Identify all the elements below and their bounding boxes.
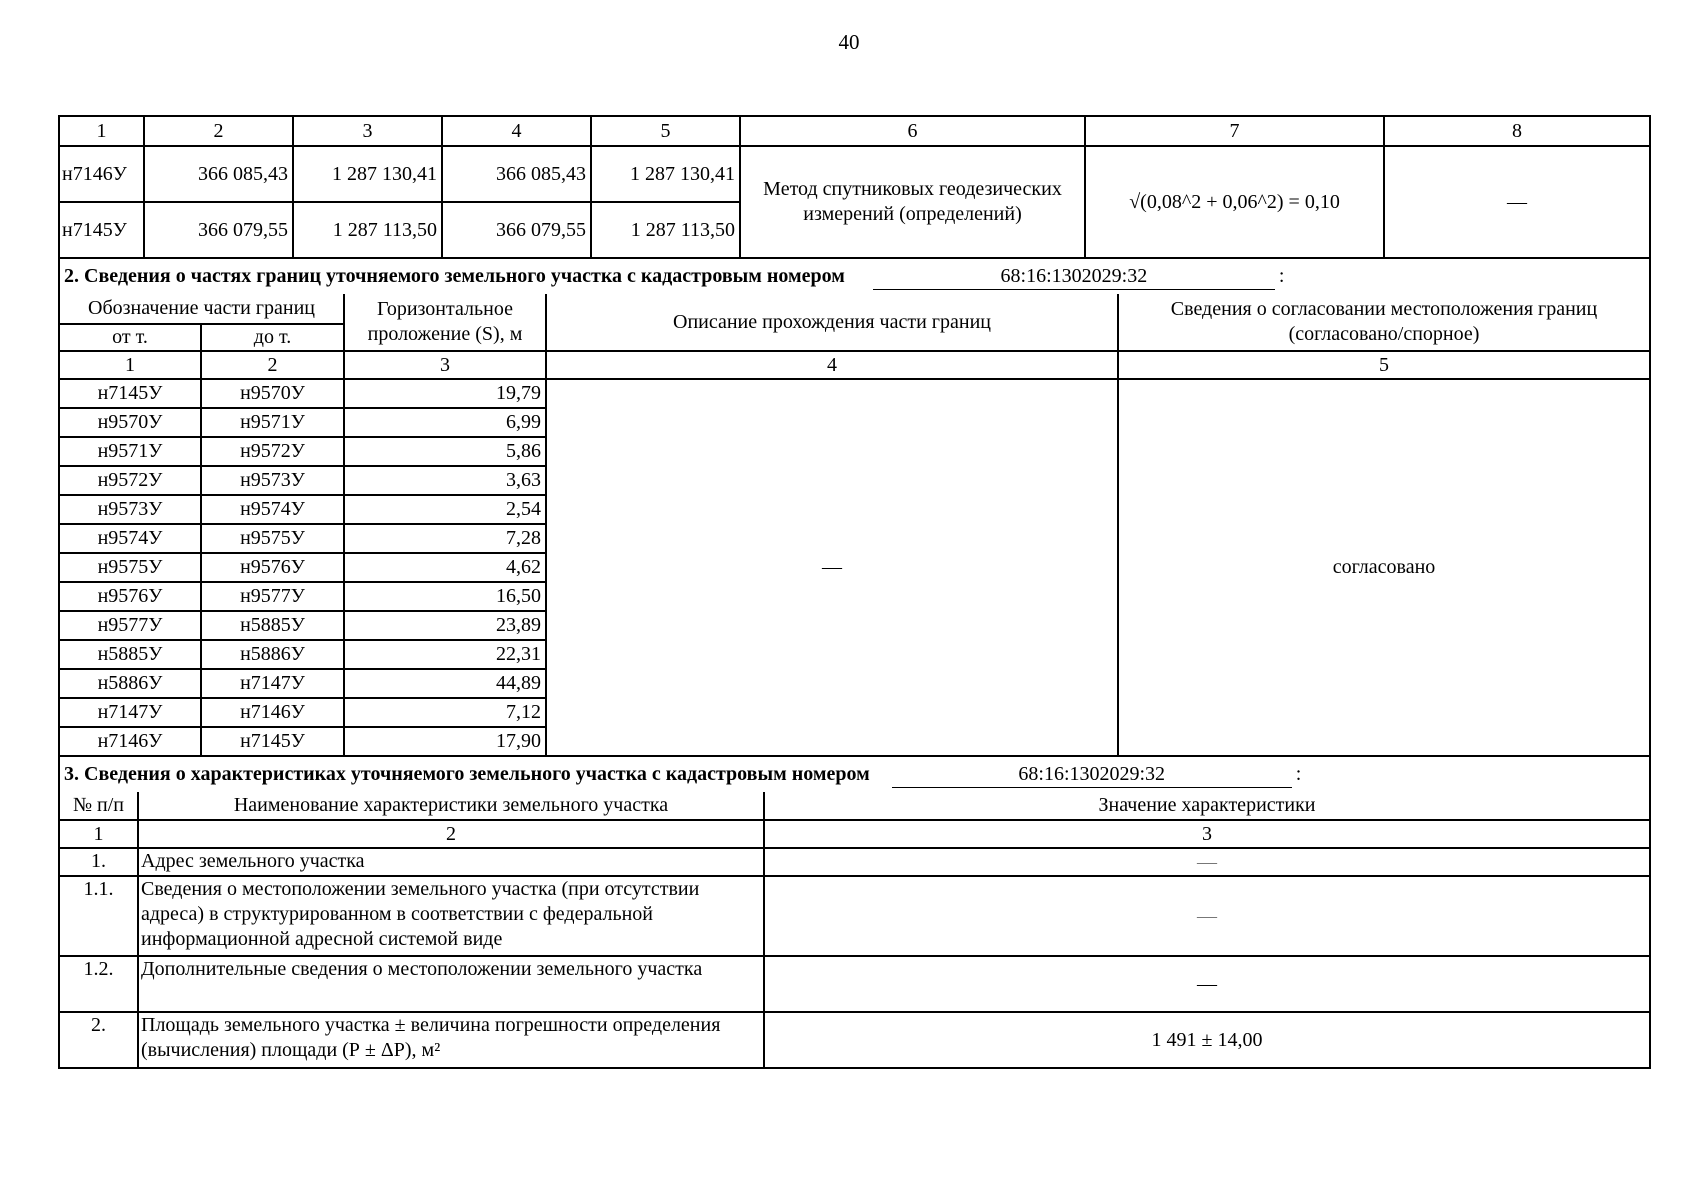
coord-x-new: 366 079,55	[442, 202, 591, 258]
horizontal-distance: 23,89	[344, 611, 546, 640]
horizontal-header: Горизонтальное проложение (S), м	[344, 294, 546, 351]
col-number: 5	[591, 116, 740, 146]
table-row	[59, 1012, 1650, 1068]
description-value: —	[546, 379, 1118, 756]
section3-title: 3. Сведения о характеристиках уточняемого земельного участка с кадастровым номером 68:16:1302029:32 :	[59, 756, 1650, 792]
col-number: 5	[1118, 351, 1650, 379]
table-row	[59, 146, 1650, 202]
to-point: н5886У	[201, 640, 344, 669]
col-number: 4	[442, 116, 591, 146]
from-point: н9575У	[59, 553, 201, 582]
table-row	[59, 956, 1650, 1012]
from-point: н9570У	[59, 408, 201, 437]
section2-title-row	[59, 258, 1650, 294]
coordinates-header-row	[59, 116, 1650, 146]
characteristics-table	[58, 792, 1651, 1069]
from-point: н7147У	[59, 698, 201, 727]
horizontal-distance: 44,89	[344, 669, 546, 698]
document-sheet	[58, 115, 1649, 1069]
characteristic-value: —	[764, 956, 1650, 1012]
to-point: н9577У	[201, 582, 344, 611]
agreement-header: Сведения о согласовании местоположения границ (согласовано/спорное)	[1118, 294, 1650, 351]
cadastral-number: 68:16:1302029:32	[892, 762, 1292, 788]
formula-cell: √(0,08^2 + 0,06^2) = 0,10	[1085, 146, 1384, 258]
page-number: 40	[838, 30, 860, 54]
coord-y-new: 1 287 113,50	[591, 202, 740, 258]
characteristic-value: —	[764, 848, 1650, 876]
col-number: 7	[1085, 116, 1384, 146]
coord-x-old: 366 079,55	[144, 202, 293, 258]
col-number: 2	[201, 351, 344, 379]
to-header: до т.	[201, 324, 344, 351]
from-point: н7146У	[59, 727, 201, 756]
from-point: н5885У	[59, 640, 201, 669]
to-point: н9570У	[201, 379, 344, 408]
to-point: н5885У	[201, 611, 344, 640]
col-number: 2	[144, 116, 293, 146]
to-point: н7146У	[201, 698, 344, 727]
col-number: 1	[59, 116, 144, 146]
name-header: Наименование характеристики земельного участка	[138, 792, 764, 820]
horizontal-distance: 3,63	[344, 466, 546, 495]
row-number: 1.2.	[59, 956, 138, 1012]
to-point: н9576У	[201, 553, 344, 582]
col-number: 1	[59, 820, 138, 848]
col-number: 6	[740, 116, 1085, 146]
horizontal-distance: 17,90	[344, 727, 546, 756]
from-point: н9573У	[59, 495, 201, 524]
to-point: н9574У	[201, 495, 344, 524]
method-cell: Метод спутниковых геодезических измерений (определений)	[740, 146, 1085, 258]
col-number: 3	[344, 351, 546, 379]
from-point: н5886У	[59, 669, 201, 698]
from-point: н9576У	[59, 582, 201, 611]
col-number: 4	[546, 351, 1118, 379]
section3-title-row	[59, 756, 1650, 792]
point-name: н7146У	[59, 146, 144, 202]
boundary-colnum-row	[59, 351, 1650, 379]
col8-cell: —	[1384, 146, 1650, 258]
horizontal-distance: 7,12	[344, 698, 546, 727]
to-point: н9575У	[201, 524, 344, 553]
to-point: н9573У	[201, 466, 344, 495]
section2-title: 2. Сведения о частях границ уточняемого земельного участка с кадастровым номером 68:16:1302029:32 :	[59, 258, 1650, 294]
horizontal-distance: 5,86	[344, 437, 546, 466]
horizontal-distance: 7,28	[344, 524, 546, 553]
horizontal-distance: 6,99	[344, 408, 546, 437]
from-point: н7145У	[59, 379, 201, 408]
point-name: н7145У	[59, 202, 144, 258]
coord-y-new: 1 287 130,41	[591, 146, 740, 202]
characteristic-name: Площадь земельного участка ± величина погрешности определения (вычисления) площади (Р ± ΔР), м²	[138, 1012, 764, 1068]
coord-y-old: 1 287 130,41	[293, 146, 442, 202]
from-point: н9577У	[59, 611, 201, 640]
from-point: н9574У	[59, 524, 201, 553]
characteristic-name: Сведения о местоположении земельного участка (при отсутствии адреса) в структурированном в соответствии с федеральной информационной адресной системой виде	[138, 876, 764, 956]
characteristic-value: 1 491 ± 14,00	[764, 1012, 1650, 1068]
coord-x-new: 366 085,43	[442, 146, 591, 202]
row-number: 2.	[59, 1012, 138, 1068]
horizontal-distance: 4,62	[344, 553, 546, 582]
to-point: н9572У	[201, 437, 344, 466]
boundary-parts-table	[58, 294, 1651, 792]
value-header: Значение характеристики	[764, 792, 1650, 820]
agreement-value: согласовано	[1118, 379, 1650, 756]
characteristic-name: Дополнительные сведения о местоположении земельного участка	[138, 956, 764, 1012]
row-number: 1.	[59, 848, 138, 876]
col-number: 1	[59, 351, 201, 379]
to-point: н9571У	[201, 408, 344, 437]
row-number: 1.1.	[59, 876, 138, 956]
from-header: от т.	[59, 324, 201, 351]
table-row	[59, 876, 1650, 956]
description-header: Описание прохождения части границ	[546, 294, 1118, 351]
col-number: 3	[764, 820, 1650, 848]
characteristic-value: —	[764, 876, 1650, 956]
from-point: н9571У	[59, 437, 201, 466]
to-point: н7145У	[201, 727, 344, 756]
horizontal-distance: 16,50	[344, 582, 546, 611]
horizontal-distance: 2,54	[344, 495, 546, 524]
coord-x-old: 366 085,43	[144, 146, 293, 202]
col-number: 3	[293, 116, 442, 146]
from-point: н9572У	[59, 466, 201, 495]
col-number: 2	[138, 820, 764, 848]
cadastral-number: 68:16:1302029:32	[873, 264, 1275, 290]
coordinates-table	[58, 115, 1651, 294]
characteristics-header-row	[59, 792, 1650, 820]
table-row	[59, 848, 1650, 876]
table-row	[59, 379, 1650, 408]
coord-y-old: 1 287 113,50	[293, 202, 442, 258]
to-point: н7147У	[201, 669, 344, 698]
designation-header: Обозначение части границ	[59, 294, 344, 324]
horizontal-distance: 19,79	[344, 379, 546, 408]
col-number: 8	[1384, 116, 1650, 146]
horizontal-distance: 22,31	[344, 640, 546, 669]
num-header: № п/п	[59, 792, 138, 820]
boundary-header-row	[59, 294, 1650, 324]
characteristic-name: Адрес земельного участка	[138, 848, 764, 876]
characteristics-colnum-row	[59, 820, 1650, 848]
